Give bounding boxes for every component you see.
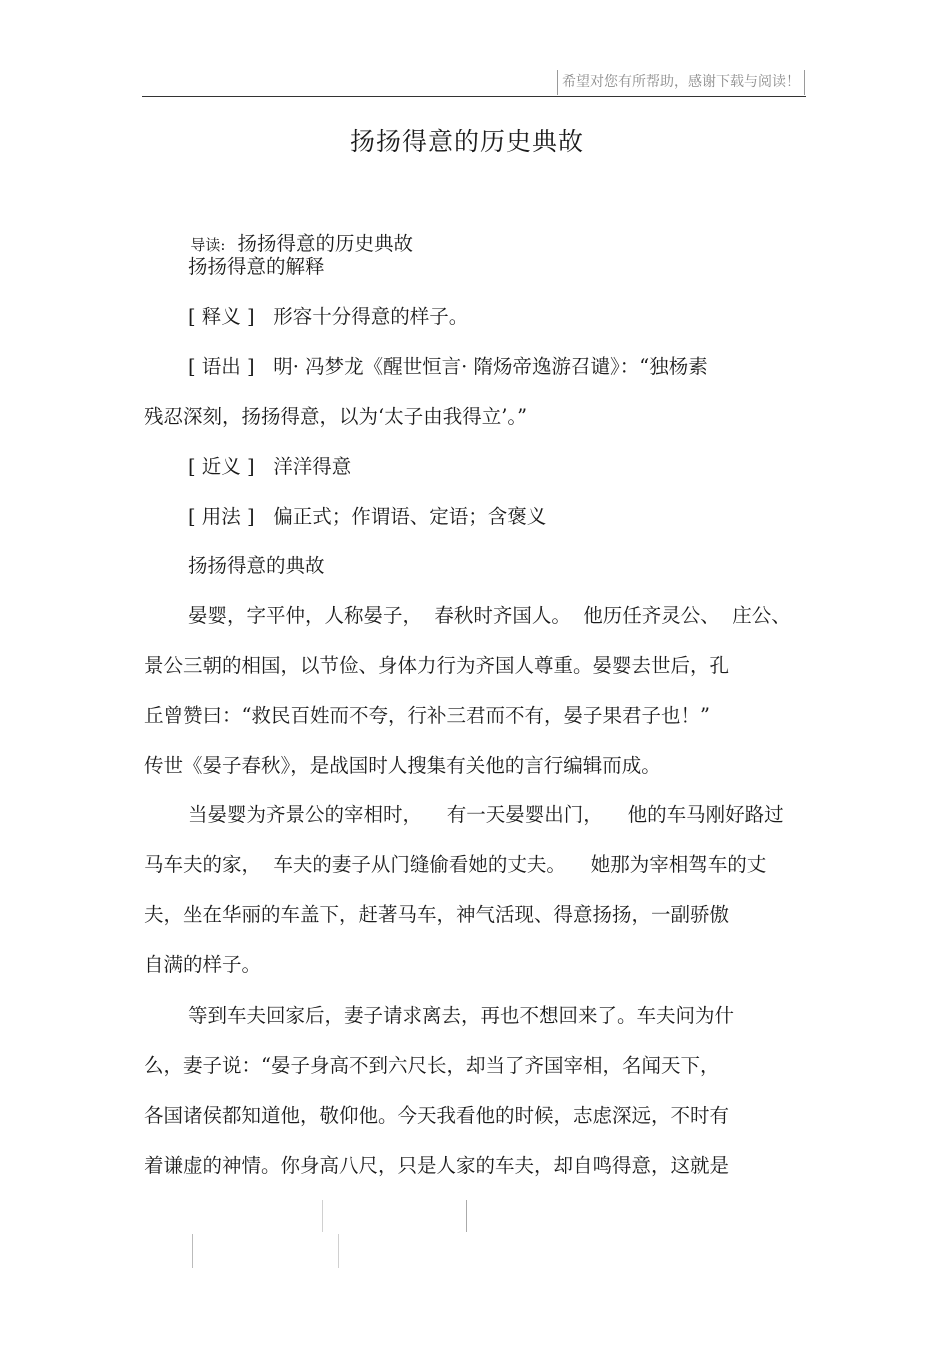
scan-artifact-line [322, 1200, 323, 1232]
text-line: 自满的样子。 [144, 953, 262, 976]
text-line: 扬扬得意的解释 [188, 255, 325, 278]
text-line: [ 释义 ] 形容十分得意的样子。 [188, 305, 469, 328]
header-note: 希望对您有所帮助，感谢下载与阅读！ [557, 70, 805, 95]
text-line: 着谦虚的神情。你身高八尺，只是人家的车夫，却自鸣得意，这就是 [144, 1154, 730, 1177]
scan-artifact-line [338, 1234, 339, 1268]
document-title: 扬扬得意的历史典故 [349, 127, 584, 156]
text-line: 晏婴，字平仲，人称晏子， 春秋时齐国人。 他历任齐灵公、 庄公、 [188, 604, 791, 627]
text-line: 夫，坐在华丽的车盖下，赶著马车，神气活现、得意扬扬，一副骄傲 [144, 903, 730, 926]
guide-line [178, 205, 413, 258]
text-line: [ 用法 ] 偏正式；作谓语、定语；含褒义 [188, 505, 547, 528]
text-line: 传世《晏子春秋》，是战国时人搜集有关他的言行编辑而成。 [144, 754, 661, 777]
guide-text: 扬扬得意的历史典故 [237, 232, 413, 255]
text-line: 景公三朝的相国，以节俭、身体力行为齐国人尊重。晏婴去世后，孔 [144, 654, 730, 677]
text-line: 么，妻子说：“晏子身高不到六尺长，却当了齐国宰相，名闻天下， [144, 1054, 720, 1077]
header-rule [142, 96, 806, 97]
text-line: 丘曾赞曰：“救民百姓而不夸，行补三君而不有，晏子果君子也！” [144, 704, 710, 727]
text-line: 扬扬得意的典故 [188, 554, 325, 577]
text-line: 当晏婴为齐景公的宰相时， 有一天晏婴出门， 他的车马刚好路过 [188, 803, 784, 826]
scan-artifact-line [466, 1200, 467, 1232]
text-line: 等到车夫回家后，妻子请求离去，再也不想回来了。车夫问为什 [188, 1004, 735, 1027]
text-line: [ 语出 ] 明· 冯梦龙《醒世恒言· 隋炀帝逸游召谴》：“独杨素 [188, 355, 708, 378]
guide-label: 导读: [190, 236, 226, 254]
text-line: [ 近义 ] 洋洋得意 [188, 455, 352, 478]
text-line: 残忍深刻，扬扬得意，以为‘太子由我得立’。” [144, 405, 528, 428]
scan-artifact-line [192, 1234, 193, 1268]
text-line: 马车夫的家， 车夫的妻子从门缝偷看她的丈夫。 她那为宰相驾车的丈 [144, 853, 767, 876]
text-line: 各国诸侯都知道他，敬仰他。今天我看他的时候，志虑深远，不时有 [144, 1104, 730, 1127]
